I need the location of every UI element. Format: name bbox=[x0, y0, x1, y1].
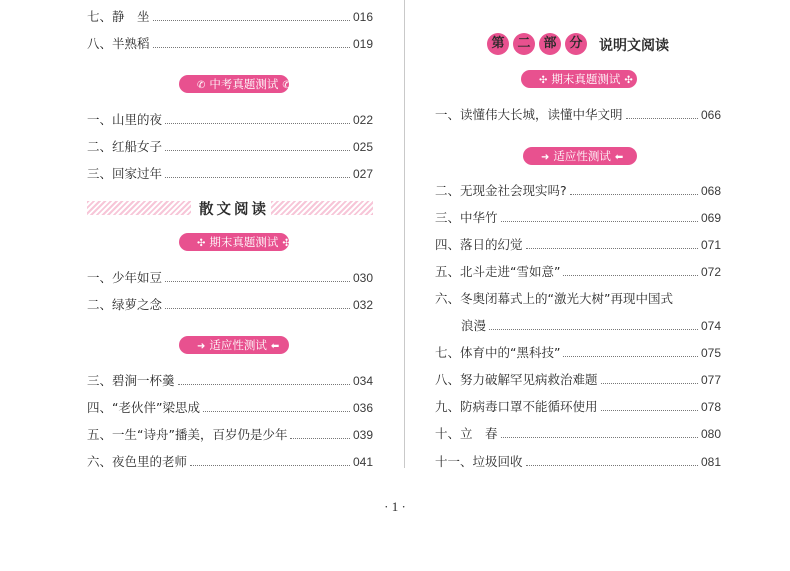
dot-leader bbox=[153, 47, 350, 48]
sparkle-icon: ✣ bbox=[539, 75, 548, 86]
entry-title: 冬奥闭幕式上的“激光大树”再现中国式 bbox=[460, 291, 673, 306]
toc-entry[interactable] bbox=[87, 452, 373, 472]
entry-number: 五、 bbox=[435, 264, 461, 279]
entry-title: 读懂伟大长城，读懂中华文明 bbox=[460, 107, 623, 122]
arrow-right-icon: ➜ bbox=[541, 152, 550, 163]
dot-leader bbox=[563, 356, 698, 357]
entry-page: 072 bbox=[700, 265, 721, 279]
toc-entry[interactable] bbox=[435, 289, 673, 309]
part-char: 分 bbox=[565, 33, 587, 55]
pill-label: 适应性测试 bbox=[209, 338, 267, 352]
arrow-left-icon: ⬅ bbox=[614, 152, 624, 163]
entry-page: 077 bbox=[700, 373, 721, 387]
entry-page: 066 bbox=[700, 108, 721, 122]
entry-number: 三、 bbox=[87, 373, 113, 388]
toc-entry[interactable] bbox=[87, 425, 373, 445]
entry-page: 068 bbox=[700, 184, 721, 198]
part-header bbox=[487, 33, 587, 55]
entry-number: 十、 bbox=[435, 426, 461, 441]
entry-title: 浪漫 bbox=[461, 318, 487, 333]
entry-page: 080 bbox=[700, 427, 721, 441]
entry-number: 五、 bbox=[87, 427, 113, 442]
entry-number: 三、 bbox=[435, 210, 461, 225]
dot-leader bbox=[563, 275, 698, 276]
entry-number: 二、 bbox=[435, 183, 461, 198]
dot-leader bbox=[203, 411, 350, 412]
entry-page: 078 bbox=[700, 400, 721, 414]
page-number: · 1 · bbox=[384, 499, 406, 514]
pill-label: 适应性测试 bbox=[553, 149, 611, 163]
entry-title: “老伙伴”梁思成 bbox=[112, 400, 200, 415]
entry-title: 北斗走进“雪如意” bbox=[460, 264, 561, 279]
entry-page: 081 bbox=[700, 455, 721, 469]
toc-entry[interactable] bbox=[435, 105, 721, 125]
entry-number: 二、 bbox=[87, 139, 113, 154]
entry-title: 努力破解罕见病救治难题 bbox=[460, 372, 598, 387]
pill-label: 期末真题测试 bbox=[551, 72, 621, 86]
entry-title: 中华竹 bbox=[460, 210, 498, 225]
entry-number: 六、 bbox=[87, 454, 113, 469]
qimo-test-pill bbox=[179, 233, 289, 251]
entry-page: 030 bbox=[352, 271, 373, 285]
dot-leader bbox=[526, 248, 698, 249]
entry-title: 体育中的“黑科技” bbox=[460, 345, 561, 360]
toc-entry[interactable] bbox=[87, 34, 373, 54]
entry-number: 八、 bbox=[87, 36, 113, 51]
arrow-right-icon: ➜ bbox=[197, 341, 206, 352]
dot-leader bbox=[601, 383, 698, 384]
toc-entry-continuation[interactable] bbox=[435, 316, 721, 336]
part-char: 二 bbox=[513, 33, 535, 55]
dot-leader bbox=[601, 410, 698, 411]
dot-leader bbox=[526, 465, 698, 466]
entry-number: 二、 bbox=[87, 297, 113, 312]
toc-entry[interactable] bbox=[87, 164, 373, 184]
qimo-test-pill bbox=[521, 70, 637, 88]
toc-entry[interactable] bbox=[435, 452, 721, 472]
section-band-left bbox=[87, 201, 191, 215]
entry-title: 垃圾回收 bbox=[472, 454, 523, 469]
entry-page: 036 bbox=[352, 401, 373, 415]
entry-number: 八、 bbox=[435, 372, 461, 387]
entry-number: 九、 bbox=[435, 399, 461, 414]
toc-entry[interactable] bbox=[87, 371, 373, 391]
entry-title: 少年如豆 bbox=[112, 270, 163, 285]
entry-page: 039 bbox=[352, 428, 373, 442]
dot-leader bbox=[153, 20, 350, 21]
toc-entry[interactable] bbox=[435, 397, 721, 417]
toc-entry[interactable] bbox=[435, 181, 721, 201]
toc-entry[interactable] bbox=[435, 208, 721, 228]
dot-leader bbox=[165, 150, 350, 151]
entry-title: 山里的夜 bbox=[112, 112, 163, 127]
entry-page: 019 bbox=[352, 37, 373, 51]
entry-number: 四、 bbox=[435, 237, 461, 252]
entry-number: 六、 bbox=[435, 291, 461, 306]
toc-entry[interactable] bbox=[435, 424, 721, 444]
toc-entry[interactable] bbox=[435, 262, 721, 282]
dot-leader bbox=[165, 123, 350, 124]
entry-page: 016 bbox=[352, 10, 373, 24]
entry-title: 碧涧一杯羹 bbox=[112, 373, 175, 388]
column-divider bbox=[404, 0, 405, 468]
entry-page: 075 bbox=[700, 346, 721, 360]
entry-page: 074 bbox=[700, 319, 721, 333]
entry-title: 回家过年 bbox=[112, 166, 163, 181]
entry-title: 立 春 bbox=[460, 426, 498, 441]
toc-entry[interactable] bbox=[87, 398, 373, 418]
entry-number: 四、 bbox=[87, 400, 113, 415]
entry-title: 防病毒口罩不能循环使用 bbox=[460, 399, 598, 414]
dot-leader bbox=[190, 465, 350, 466]
dot-leader bbox=[626, 118, 698, 119]
entry-page: 069 bbox=[700, 211, 721, 225]
dot-leader bbox=[501, 437, 698, 438]
entry-title: 落日的幻觉 bbox=[460, 237, 523, 252]
toc-entry[interactable] bbox=[435, 343, 721, 363]
pill-label: 中考真题测试 bbox=[209, 77, 279, 91]
sparkle-icon: ✣ bbox=[624, 75, 633, 86]
entry-title: 无现金社会现实吗? bbox=[460, 183, 567, 198]
entry-title: 静 坐 bbox=[112, 9, 150, 24]
section-title: 散文阅读 bbox=[199, 202, 269, 218]
pill-label: 期末真题测试 bbox=[209, 235, 279, 249]
entry-page: 027 bbox=[352, 167, 373, 181]
entry-number: 七、 bbox=[87, 9, 113, 24]
entry-number: 七、 bbox=[435, 345, 461, 360]
phone-icon: ✆ bbox=[282, 80, 291, 91]
entry-page: 022 bbox=[352, 113, 373, 127]
entry-title: 半熟稻 bbox=[112, 36, 150, 51]
entry-page: 041 bbox=[352, 455, 373, 469]
toc-entry[interactable] bbox=[87, 137, 373, 157]
dot-leader bbox=[570, 194, 698, 195]
shiying-test-pill bbox=[523, 147, 637, 165]
dot-leader bbox=[165, 281, 350, 282]
entry-page: 032 bbox=[352, 298, 373, 312]
dot-leader bbox=[501, 221, 698, 222]
toc-entry[interactable] bbox=[87, 110, 373, 130]
zhongkao-test-pill bbox=[179, 75, 289, 93]
toc-entry[interactable] bbox=[435, 235, 721, 255]
entry-page: 071 bbox=[700, 238, 721, 252]
entry-page: 025 bbox=[352, 140, 373, 154]
toc-entry[interactable] bbox=[87, 268, 373, 288]
entry-number: 三、 bbox=[87, 166, 113, 181]
dot-leader bbox=[489, 329, 698, 330]
toc-entry[interactable] bbox=[87, 295, 373, 315]
shiying-test-pill bbox=[179, 336, 289, 354]
entry-number: 十一、 bbox=[435, 454, 473, 469]
entry-title: 一生“诗舟”播美，百岁仍是少年 bbox=[112, 427, 288, 442]
part-char: 第 bbox=[487, 33, 509, 55]
entry-title: 绿萝之念 bbox=[112, 297, 163, 312]
dot-leader bbox=[165, 308, 350, 309]
sparkle-icon: ✣ bbox=[197, 238, 206, 249]
part-subtitle: 说明文阅读 bbox=[599, 38, 669, 54]
part-char: 部 bbox=[539, 33, 561, 55]
phone-icon: ✆ bbox=[197, 80, 206, 91]
sparkle-icon: ✣ bbox=[282, 238, 291, 249]
dot-leader bbox=[165, 177, 350, 178]
arrow-left-icon: ⬅ bbox=[270, 341, 280, 352]
entry-number: 一、 bbox=[435, 107, 461, 122]
entry-number: 一、 bbox=[87, 112, 113, 127]
entry-title: 夜色里的老师 bbox=[112, 454, 188, 469]
entry-title: 红船女子 bbox=[112, 139, 163, 154]
toc-entry[interactable] bbox=[435, 370, 721, 390]
dot-leader bbox=[290, 438, 350, 439]
dot-leader bbox=[178, 384, 350, 385]
entry-number: 一、 bbox=[87, 270, 113, 285]
section-band-right bbox=[271, 201, 373, 215]
toc-entry[interactable] bbox=[87, 7, 373, 27]
entry-page: 034 bbox=[352, 374, 373, 388]
